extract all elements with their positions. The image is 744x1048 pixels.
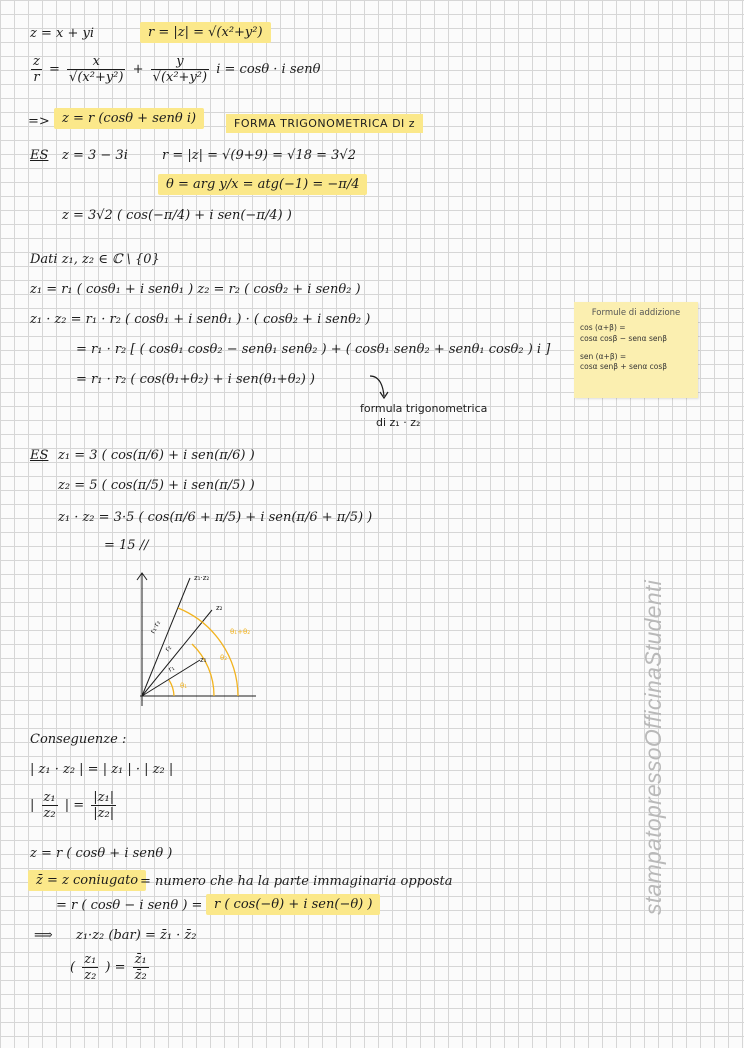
line-z-definition: z = x + yi xyxy=(30,26,94,41)
example1-argument-highlight: θ = arg y/x = atg(−1) = −π/4 xyxy=(158,174,367,195)
fraction-z1-z2: $\frac{\text{z₁}}{\text{z₂}}$ xyxy=(43,790,56,821)
conjugate-trig-1: = r ( cosθ − i senθ ) = xyxy=(56,898,203,913)
conjugate-product: z₁·z₂ (bar) = z̄₁ · z̄₂ xyxy=(76,928,197,943)
label-theta2: θ₂ xyxy=(220,654,228,662)
example1-trig-form: z = 3√2 ( cos(−π/4) + i sen(−π/4) ) xyxy=(62,208,292,223)
conjugate-highlight: z̄ = z coniugato xyxy=(28,870,146,891)
consequence-modulus-product: | z₁ · z₂ | = | z₁ | · | z₂ | xyxy=(30,762,174,777)
label-z1z2: z₁·z₂ xyxy=(194,574,210,582)
trig-form-label: FORMA TRIGONOMETRICA DI z xyxy=(226,114,423,133)
product-step-1: z₁ · z₂ = r₁ · r₂ ( cosθ₁ + i senθ₁ ) · ( cosθ₂ + i senθ₂ ) xyxy=(30,312,371,327)
trig-form-highlight: z = r (cosθ + senθ i) xyxy=(54,108,204,129)
example-label-2: ES xyxy=(30,448,49,463)
product-step-3: = r₁ · r₂ ( cos(θ₁+θ₂) + i sen(θ₁+θ₂) ) xyxy=(76,372,316,387)
formula-note-1: formula trigonometrica xyxy=(360,402,488,415)
addition-formulas-note xyxy=(574,302,698,398)
consequence-modulus-quotient: | $\frac{\text{z₁}}{\text{z₂}}$ | = $\frac{\text{|z₁|}}{\text{|z₂|}}$ xyxy=(30,790,115,821)
label-z2: z₂ xyxy=(216,604,223,612)
example1-modulus: r = |z| = √(9+9) = √18 = 3√2 xyxy=(162,148,356,163)
line-z-over-r: $\frac{z}{r}$ = $\frac{x}{\text{√(x²+y²)}}$ + $\frac{y}{\text{√(x²+y²)}}$ i = cosθ · i senθ xyxy=(33,54,321,85)
fraction-z1-over-z2: $\frac{\text{z₁}}{\text{z₂}}$ xyxy=(84,952,97,983)
given-z1-z2: Dati z₁, z₂ ∈ ℂ \ {0} xyxy=(30,252,160,267)
example-label-1: ES xyxy=(30,148,49,163)
note-line-2: cosα cosβ − senα senβ xyxy=(580,333,668,343)
vector-z1z2 xyxy=(142,578,190,696)
label-r1: r₁ xyxy=(167,663,176,674)
formula-note-2: di z₁ · z₂ xyxy=(376,416,421,429)
modulus-formula-highlight: r = |z| = √(x²+y²) xyxy=(140,22,271,43)
example2-result: = 15 // xyxy=(104,538,149,553)
label-r1r2: r₁·r₂ xyxy=(148,619,163,635)
label-r2: r₂ xyxy=(163,643,174,654)
fraction-z-r: $\frac{z}{r}$ xyxy=(33,54,40,85)
fraction-abs-z1-z2: $\frac{\text{|z₁|}}{\text{|z₂|}}$ xyxy=(93,790,115,821)
conjugate-quotient: ( $\frac{\text{z₁}}{\text{z₂}}$ ) = $\frac{\text{z̄₁}}{\text{z̄₂}}$ xyxy=(70,952,147,983)
arc-theta2 xyxy=(192,644,214,696)
example2-z2: z₂ = 5 ( cos(π/5) + i sen(π/5) ) xyxy=(58,478,255,493)
curved-arrow-icon xyxy=(368,372,398,402)
implies-double-arrow: ⟹ xyxy=(34,928,53,943)
note-line-4: cosα senβ + senα cosβ xyxy=(580,361,668,371)
arc-theta1 xyxy=(169,680,174,696)
product-angle-diagram xyxy=(120,568,260,708)
label-theta1: θ₁ xyxy=(180,682,188,690)
fraction-y: $\frac{y}{\text{√(x²+y²)}}$ xyxy=(152,54,208,85)
z1-z2-trig-forms: z₁ = r₁ ( cosθ₁ + i senθ₁ ) z₂ = r₂ ( cosθ₂ + i senθ₂ ) xyxy=(30,282,361,297)
conjugate-definition: = numero che ha la parte immaginaria opposta xyxy=(140,874,453,889)
label-theta1-theta2: θ₁+θ₂ xyxy=(230,628,251,636)
example1-z: z = 3 − 3i xyxy=(62,148,128,163)
note-title: Formule di addizione xyxy=(591,308,681,318)
note-line-3: sen (α+β) = xyxy=(580,351,627,361)
example2-z1: z₁ = 3 ( cos(π/6) + i sen(π/6) ) xyxy=(58,448,255,463)
fraction-conj-z1-z2: $\frac{\text{z̄₁}}{\text{z̄₂}}$ xyxy=(134,952,147,983)
fraction-x: $\frac{x}{\text{√(x²+y²)}}$ xyxy=(69,54,124,85)
conjugate-trig-highlight: r ( cos(−θ) + i sen(−θ) ) xyxy=(206,894,380,915)
product-step-2: = r₁ · r₂ [ ( cosθ₁ cosθ₂ − senθ₁ senθ₂ ) + ( cosθ₁ senθ₂ + senθ₁ cosθ₂ ) i ] xyxy=(76,342,551,357)
note-line-1: cos (α+β) = xyxy=(580,323,626,333)
watermark: stampatopressoOfficinaStudenti xyxy=(640,579,666,915)
consequence-trig-form: z = r ( cosθ + i senθ ) xyxy=(30,846,173,861)
example2-product: z₁ · z₂ = 3·5 ( cos(π/6 + π/5) + i sen(π/6 + π/5) ) xyxy=(58,510,373,525)
implies-arrow: => xyxy=(28,114,50,129)
label-z1: z₁ xyxy=(200,656,207,664)
consequences-heading: Conseguenze : xyxy=(30,732,127,747)
